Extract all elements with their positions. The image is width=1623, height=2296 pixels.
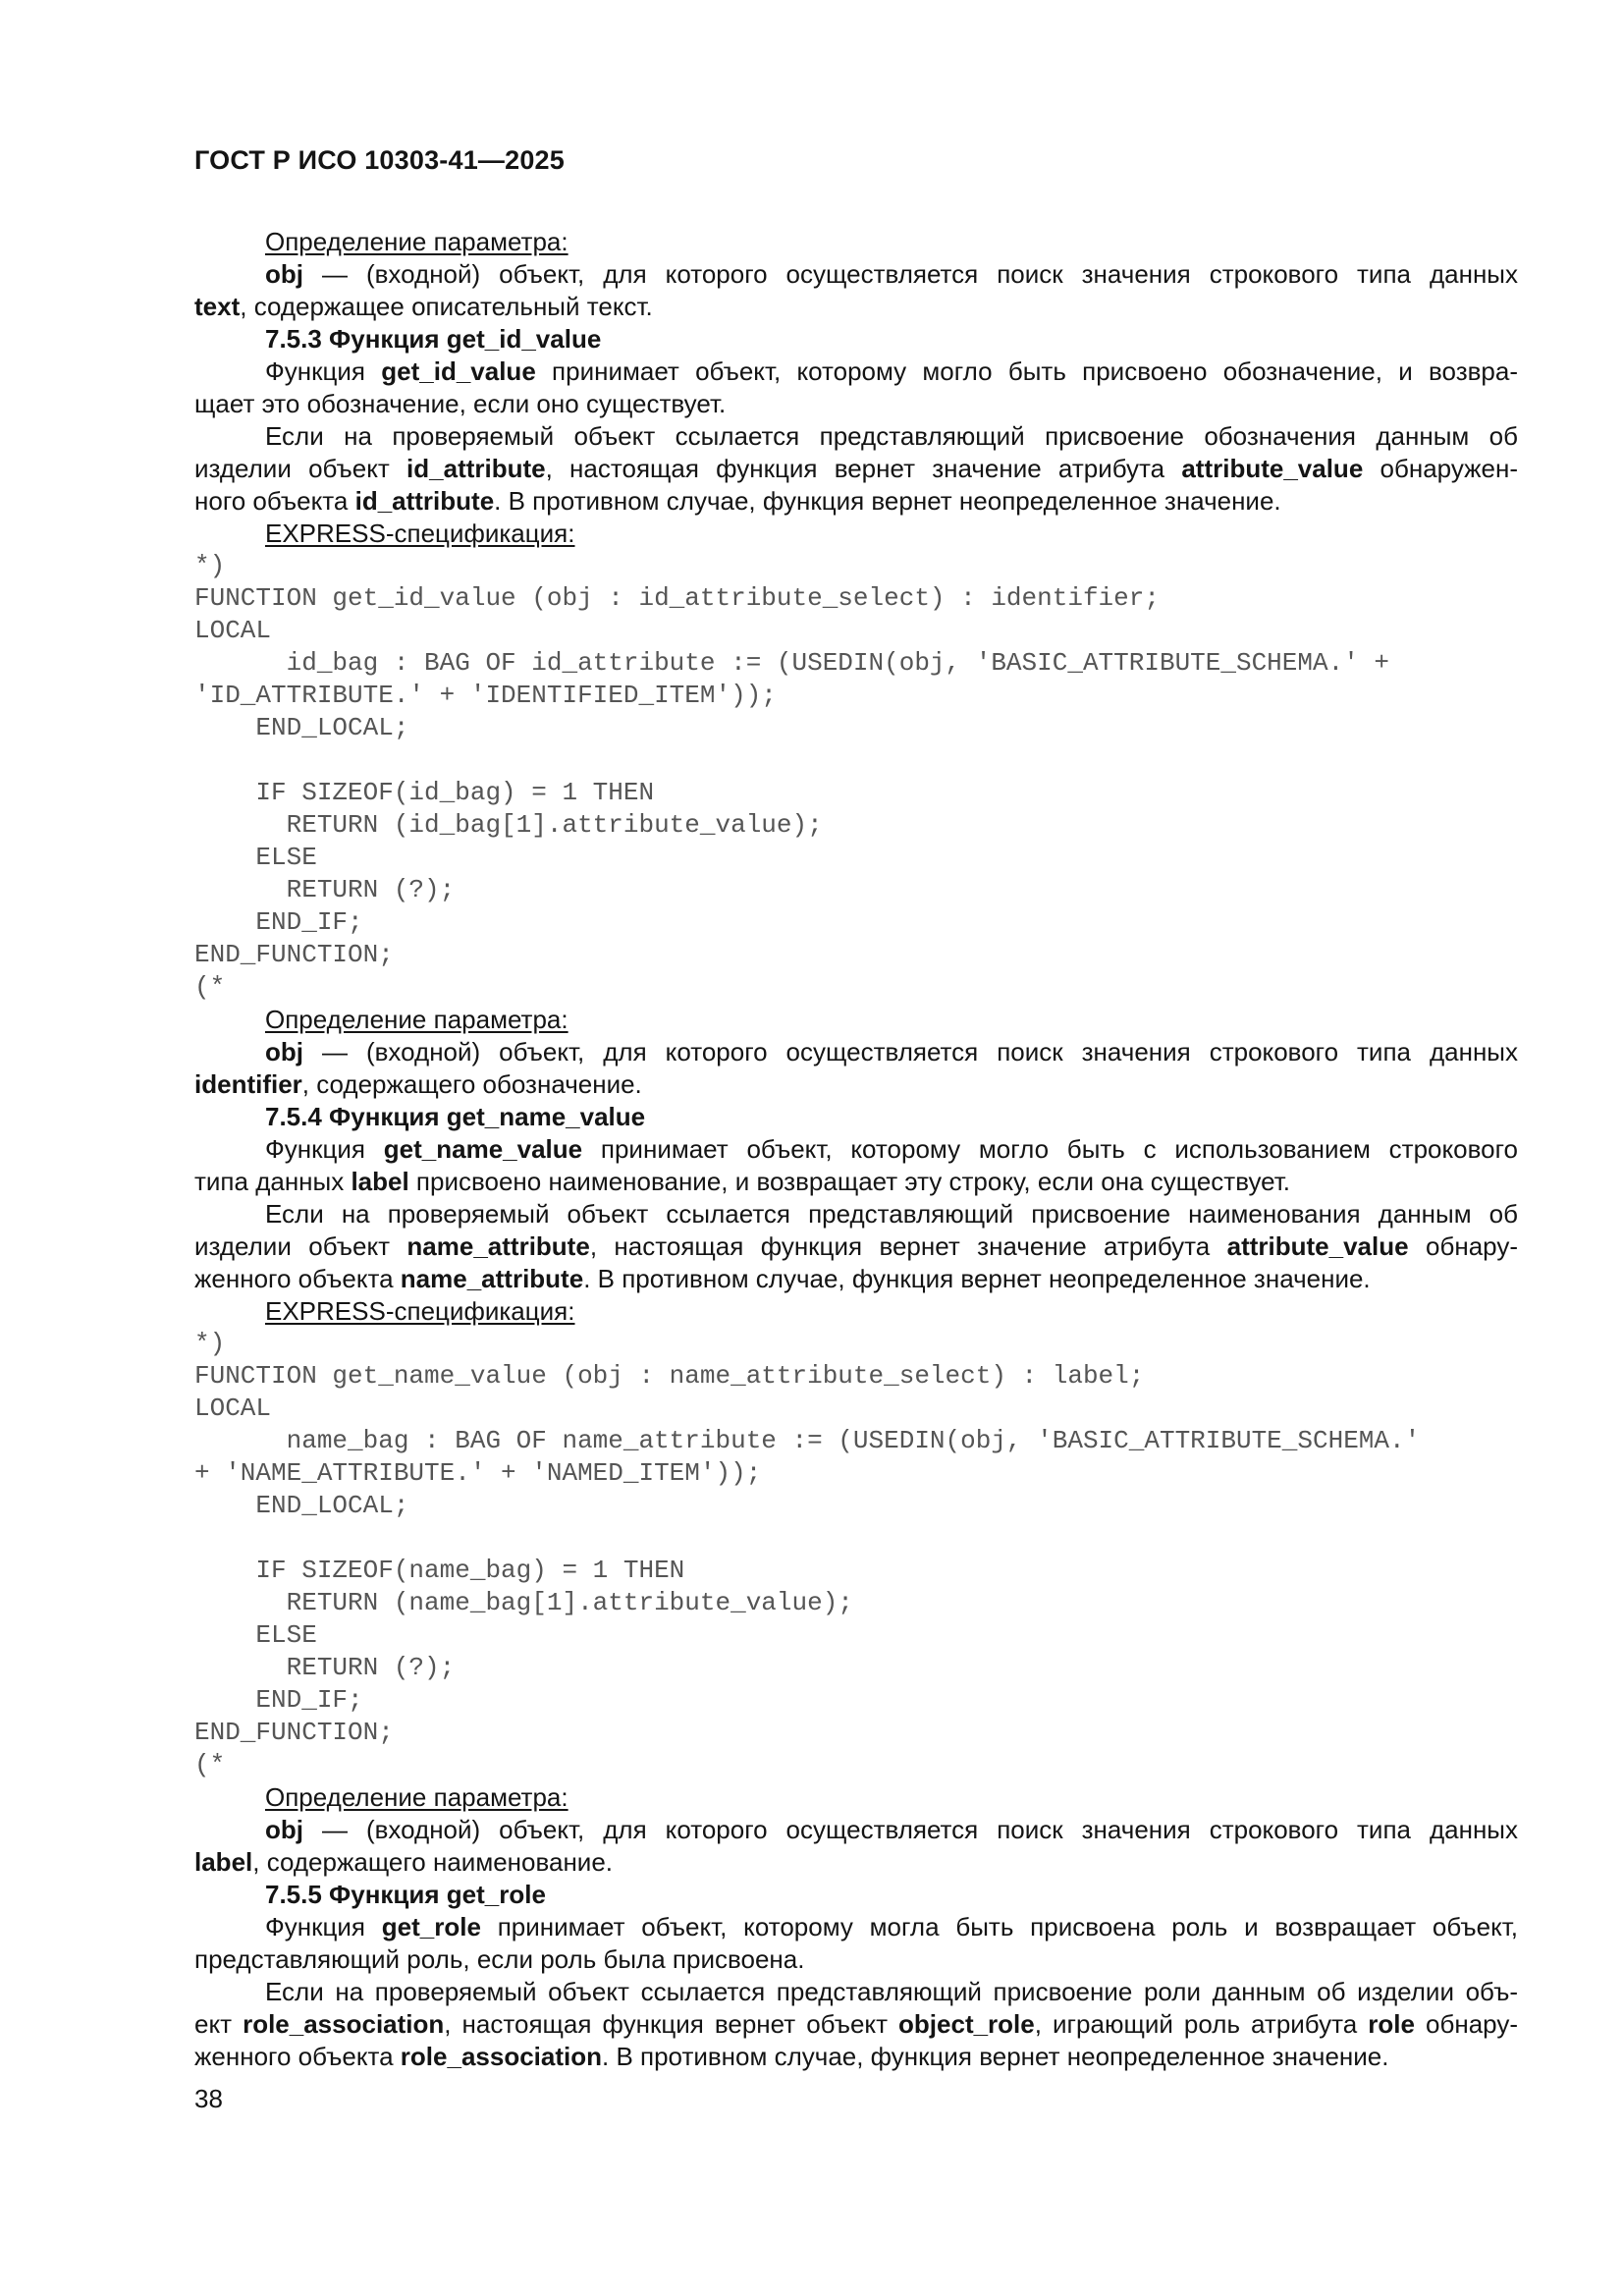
paragraph-line: изделии объект name_attribute, настоящая функция вернет значение атрибута attribute_value обнару- [194, 1231, 1518, 1261]
section-heading-753: 7.5.3 Функция get_id_value [265, 324, 602, 354]
paragraph-line: представляющий роль, если роль была присвоена. [194, 1944, 805, 1974]
code-line: END_LOCAL; [194, 713, 409, 742]
document-page [194, 0, 1518, 2296]
code-line: FUNCTION get_id_value (obj : id_attribute_select) : identifier; [194, 583, 1160, 613]
param-desc-line2: label, содержащего наименование. [194, 1847, 614, 1877]
param-desc-line: obj — (входной) объект, для которого осуществляется поиск значения строкового типа данных [265, 1815, 1518, 1844]
paragraph-line: женного объекта name_attribute. В противном случае, функция вернет неопределенное значение. [194, 1264, 1371, 1293]
param-heading: Определение параметра: [265, 1005, 568, 1034]
code-line: END_LOCAL; [194, 1491, 409, 1520]
code-line: 'ID_ATTRIBUTE.' + 'IDENTIFIED_ITEM')); [194, 681, 777, 710]
paragraph-line: женного объекта role_association. В противном случае, функция вернет неопределенное значение. [194, 2042, 1389, 2071]
paragraph-line: Функция get_name_value принимает объект, которому могло быть с использованием строкового [265, 1134, 1518, 1164]
paragraph-line: щает это обозначение, если оно существует. [194, 389, 727, 418]
param-desc-line: obj — (входной) объект, для которого осуществляется поиск значения строкового типа данных [265, 1037, 1518, 1066]
paragraph-line: ект role_association, настоящая функция вернет объект object_role, играющий роль атрибута role обнару- [194, 2009, 1518, 2039]
code-line: *) [194, 551, 226, 580]
param-heading: Определение параметра: [265, 227, 568, 256]
param-heading: Определение параметра: [265, 1782, 568, 1812]
code-line: + 'NAME_ATTRIBUTE.' + 'NAMED_ITEM')); [194, 1458, 762, 1488]
code-line: RETURN (?); [194, 875, 456, 904]
express-heading: EXPRESS-спецификация: [265, 1296, 575, 1326]
code-line: RETURN (?); [194, 1653, 456, 1682]
paragraph-line: Функция get_role принимает объект, которому могла быть присвоена роль и возвращает объект, [265, 1912, 1518, 1941]
section-heading-754: 7.5.4 Функция get_name_value [265, 1102, 646, 1131]
code-line: RETURN (id_bag[1].attribute_value); [194, 810, 823, 840]
paragraph-line: Если на проверяемый объект ссылается представляющий присвоение обозначения данным об [265, 421, 1518, 451]
code-line: id_bag : BAG OF id_attribute := (USEDIN(obj, 'BASIC_ATTRIBUTE_SCHEMA.' + [194, 648, 1389, 678]
page-number: 38 [194, 2084, 223, 2113]
param-desc-line2: identifier, содержащего обозначение. [194, 1069, 642, 1099]
param-desc-line: obj — (входной) объект, для которого осуществляется поиск значения строкового типа данных [265, 259, 1518, 289]
paragraph-line: Если на проверяемый объект ссылается представляющий присвоение роли данным об изделии объ- [265, 1977, 1518, 2006]
code-line: END_FUNCTION; [194, 940, 394, 969]
code-line: IF SIZEOF(name_bag) = 1 THEN [194, 1556, 685, 1585]
code-line: END_IF; [194, 907, 363, 937]
code-line: RETURN (name_bag[1].attribute_value); [194, 1588, 853, 1617]
code-line: IF SIZEOF(id_bag) = 1 THEN [194, 778, 655, 807]
page-body [194, 226, 1518, 2073]
paragraph-line: Функция get_id_value принимает объект, которому могло быть присвоено обозначение, и возвра- [265, 356, 1519, 386]
code-line [194, 744, 1518, 777]
code-line [194, 1522, 1518, 1555]
code-line: (* [194, 1750, 226, 1779]
code-line: (* [194, 972, 226, 1002]
express-heading: EXPRESS-спецификация: [265, 519, 575, 548]
code-line: LOCAL [194, 616, 272, 645]
code-line: *) [194, 1329, 226, 1358]
code-line: ELSE [194, 843, 317, 872]
code-line: END_FUNCTION; [194, 1718, 394, 1747]
paragraph-line: Если на проверяемый объект ссылается представляющий присвоение наименования данным об [265, 1199, 1518, 1229]
section-heading-755: 7.5.5 Функция get_role [265, 1880, 546, 1909]
paragraph-line: ного объекта id_attribute. В противном случае, функция вернет неопределенное значение. [194, 486, 1281, 516]
paragraph-line: изделии объект id_attribute, настоящая функция вернет значение атрибута attribute_value обнаружен- [194, 454, 1518, 483]
code-line: FUNCTION get_name_value (obj : name_attribute_select) : label; [194, 1361, 1145, 1391]
code-line: END_IF; [194, 1685, 363, 1715]
code-line: name_bag : BAG OF name_attribute := (USEDIN(obj, 'BASIC_ATTRIBUTE_SCHEMA.' [194, 1426, 1421, 1455]
code-line: LOCAL [194, 1394, 272, 1423]
param-desc-line2: text, содержащее описательный текст. [194, 292, 653, 321]
paragraph-line: типа данных label присвоено наименование, и возвращает эту строку, если она существует. [194, 1167, 1291, 1196]
document-header: ГОСТ Р ИСО 10303-41—2025 [194, 145, 565, 175]
code-line: ELSE [194, 1620, 317, 1650]
